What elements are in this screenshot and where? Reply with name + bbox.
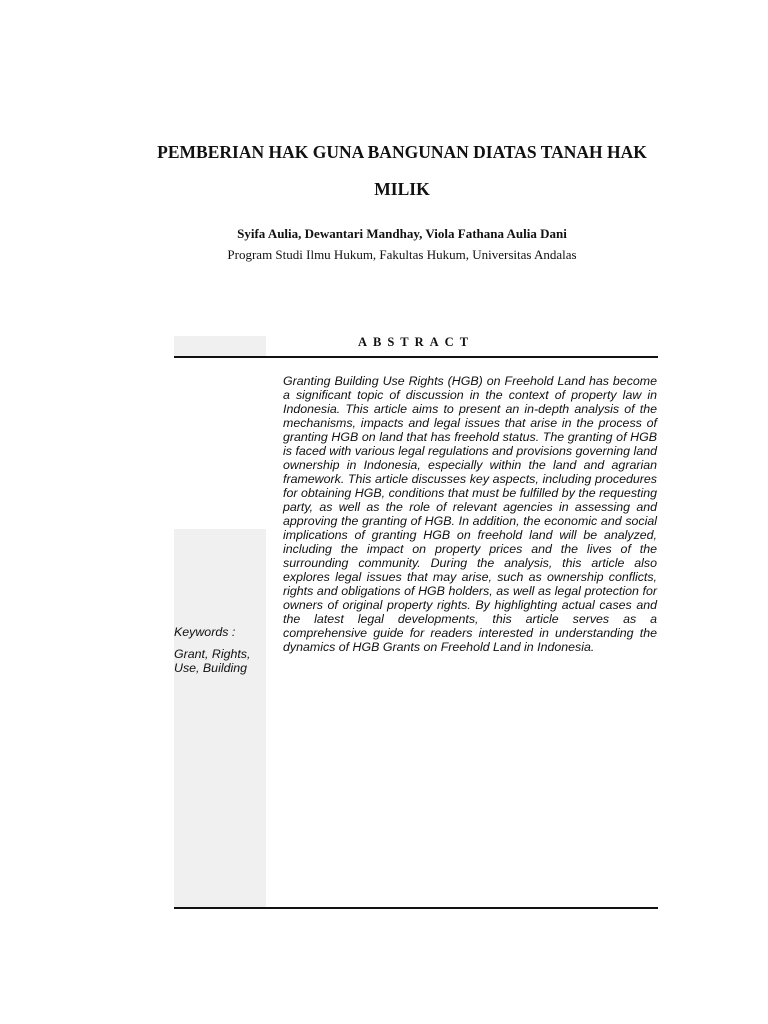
paper-title: PEMBERIAN HAK GUNA BANGUNAN DIATAS TANAH HAK MILIK	[157, 142, 647, 199]
keywords-label: Keywords :	[174, 625, 236, 639]
author-affiliation: Program Studi Ilmu Hukum, Fakultas Hukum, Universitas Andalas	[227, 247, 577, 262]
abstract-heading: ABSTRACT	[357, 335, 475, 349]
abstract-body: Granting Building Use Rights (HGB) on Freehold Land has become a significant topic of discussion in the context of property law in Indonesia. This article aims to present an in-depth analysis of the mechanisms, impacts and legal issues that arise in the process of granting HGB on land that has freehold status. The granting of HGB is faced with various legal regulations and provisions governing land ownership in Indonesia, especially within the land and agrarian framework. This article discusses key aspects, including procedures for obtaining HGB, conditions that must be fulfilled by the requesting party, as well as the role of relevant agencies in assessing and approving the granting of HGB. In addition, the economic and social implications of granting HGB on freehold land will be analyzed, including the impact on property prices and the lives of the surrounding community. During the analysis, this article also explores legal issues that may arise, such as ownership conflicts, rights and obligations of HGB holders, as well as legal protection for owners of original property rights. By highlighting actual cases and the latest legal developments, this article serves as a comprehensive guide for readers interested in understanding the dynamics of HGB Grants on Freehold Land in Indonesia.	[283, 374, 657, 654]
keywords-list: Grant, Rights, Use, Building	[174, 647, 251, 675]
abstract-top-rule	[174, 356, 658, 358]
author-list: Syifa Aulia, Dewantari Mandhay, Viola Fathana Aulia Dani	[237, 226, 567, 241]
keywords-column-shade	[174, 529, 266, 907]
abstract-bottom-rule	[174, 907, 658, 909]
keywords-column-header-shade	[174, 336, 266, 356]
